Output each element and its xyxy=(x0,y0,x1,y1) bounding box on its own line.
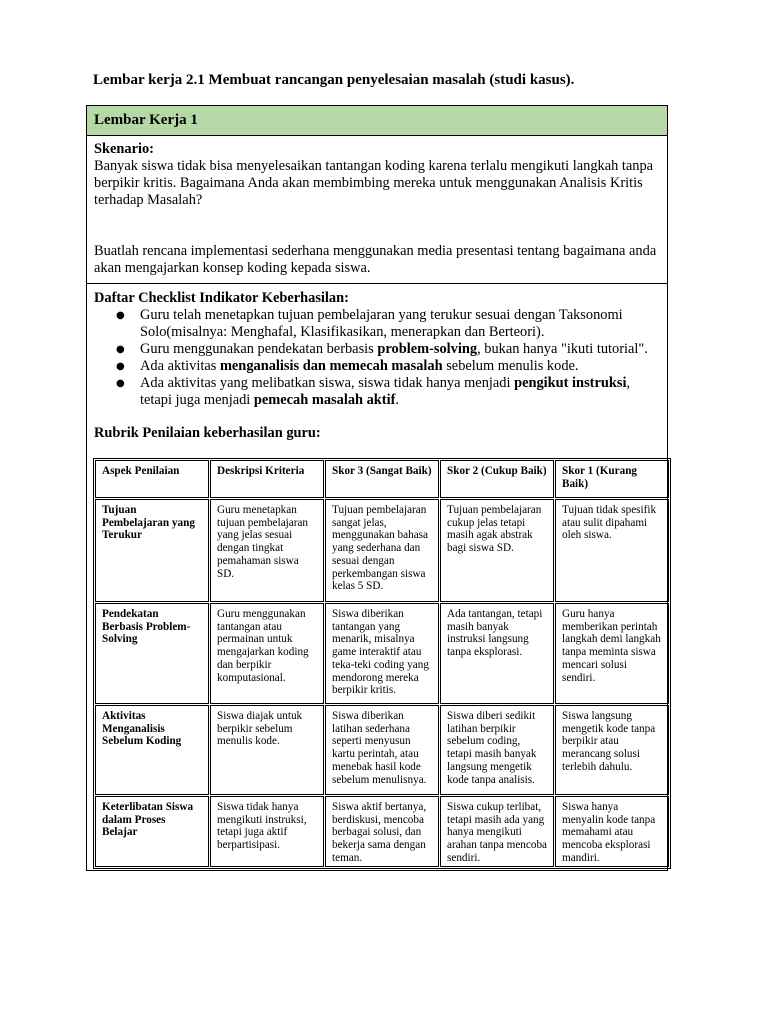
checklist-list xyxy=(94,307,660,409)
worksheet-header: Lembar Kerja 1 xyxy=(87,106,667,136)
rubric-cell: Siswa diberikan tantangan yang menarik, misalnya game interaktif atau teka-teki coding yang mendorong mereka berpikir kritis. xyxy=(325,603,439,704)
rubric-cell: Tujuan pembelajaran sangat jelas, menggunakan bahasa yang sederhana dan sesuai dengan perkembangan siswa kelas 5 SD. xyxy=(325,499,439,602)
rubric-cell: Siswa cukup terlibat, tetapi masih ada yang hanya mengikuti arahan tanpa mencoba sendiri. xyxy=(440,796,554,867)
rubric-title: Rubrik Penilaian keberhasilan guru: xyxy=(94,425,321,441)
rubric-cell: Guru menggunakan tantangan atau permainan untuk mengajarkan koding dan berpikir komputasional. xyxy=(210,603,324,704)
rubric-cell: Siswa diberikan latihan sederhana seperti menyusun kartu perintah, atau menebak hasil kode sebelum menulisnya. xyxy=(325,705,439,795)
rubric-cell: Tujuan tidak spesifik atau sulit dipahami oleh siswa. xyxy=(555,499,669,602)
checklist-item: ● Guru menggunakan pendekatan berbasis problem-solving, bukan hanya "ikuti tutorial". xyxy=(140,341,660,358)
worksheet-box xyxy=(86,105,668,871)
rubric-aspect-cell: Pendekatan Berbasis Problem-Solving xyxy=(95,603,209,704)
rubric-table xyxy=(93,458,671,869)
checklist-item: ● Ada aktivitas menganalisis dan memecah masalah sebelum menulis kode. xyxy=(140,358,660,375)
task-text: Buatlah rencana implementasi sederhana menggunakan media presentasi tentang bagaimana anda akan mengajarkan konsep koding kepada siswa. xyxy=(94,243,657,276)
rubric-cell: Siswa diajak untuk berpikir sebelum menulis kode. xyxy=(210,705,324,795)
rubric-header-cell: Skor 1 (Kurang Baik) xyxy=(555,460,669,498)
checklist-section xyxy=(87,284,667,442)
rubric-header-cell: Aspek Penilaian xyxy=(95,460,209,498)
rubric-header-cell: Skor 3 (Sangat Baik) xyxy=(325,460,439,498)
rubric-cell: Siswa tidak hanya mengikuti instruksi, tetapi juga aktif berpartisipasi. xyxy=(210,796,324,867)
scenario-label: Skenario: xyxy=(94,141,154,157)
table-row xyxy=(95,796,669,867)
rubric-cell: Siswa aktif bertanya, berdiskusi, mencoba berbagai solusi, dan bekerja sama dengan teman. xyxy=(325,796,439,867)
document-title: Lembar kerja 2.1 Membuat rancangan penyelesaian masalah (studi kasus). xyxy=(93,72,575,88)
rubric-cell: Siswa langsung mengetik kode tanpa berpikir atau merancang solusi terlebih dahulu. xyxy=(555,705,669,795)
checklist-label: Daftar Checklist Indikator Keberhasilan: xyxy=(94,290,349,306)
rubric-aspect-cell: Keterlibatan Siswa dalam Proses Belajar xyxy=(95,796,209,867)
scenario-section xyxy=(87,136,667,284)
rubric-header-row xyxy=(95,460,669,498)
checklist-item: ● Ada aktivitas yang melibatkan siswa, siswa tidak hanya menjadi pengikut instruksi, tetapi juga menjadi pemecah masalah aktif. xyxy=(140,375,660,409)
table-row xyxy=(95,499,669,602)
rubric-cell: Siswa diberi sedikit latihan berpikir sebelum coding, tetapi masih banyak langsung mengetik kode tanpa analisis. xyxy=(440,705,554,795)
rubric-cell: Siswa hanya menyalin kode tanpa memahami atau mencoba eksplorasi mandiri. xyxy=(555,796,669,867)
rubric-header-cell: Skor 2 (Cukup Baik) xyxy=(440,460,554,498)
rubric-aspect-cell: Tujuan Pembelajaran yang Terukur xyxy=(95,499,209,602)
checklist-item: ● Guru telah menetapkan tujuan pembelajaran yang terukur sesuai dengan Taksonomi Solo(misalnya: Menghafal, Klasifikasikan, menerapkan dan Berteori). xyxy=(140,307,660,341)
rubric-aspect-cell: Aktivitas Menganalisis Sebelum Koding xyxy=(95,705,209,795)
rubric-cell: Ada tantangan, tetapi masih banyak instruksi langsung tanpa eksplorasi. xyxy=(440,603,554,704)
table-row xyxy=(95,705,669,795)
rubric-cell: Guru menetapkan tujuan pembelajaran yang jelas sesuai dengan tingkat pemahaman siswa SD. xyxy=(210,499,324,602)
scenario-text: Banyak siswa tidak bisa menyelesaikan tantangan koding karena terlalu mengikuti langkah tanpa berpikir kritis. Bagaimana Anda akan membimbing mereka untuk menggunakan Analisis Kritis terhadap Masalah? xyxy=(94,158,654,208)
rubric-cell: Tujuan pembelajaran cukup jelas tetapi masih agak abstrak bagi siswa SD. xyxy=(440,499,554,602)
rubric-header-cell: Deskripsi Kriteria xyxy=(210,460,324,498)
table-row xyxy=(95,603,669,704)
rubric-cell: Guru hanya memberikan perintah langkah demi langkah tanpa meminta siswa mencari solusi sendiri. xyxy=(555,603,669,704)
